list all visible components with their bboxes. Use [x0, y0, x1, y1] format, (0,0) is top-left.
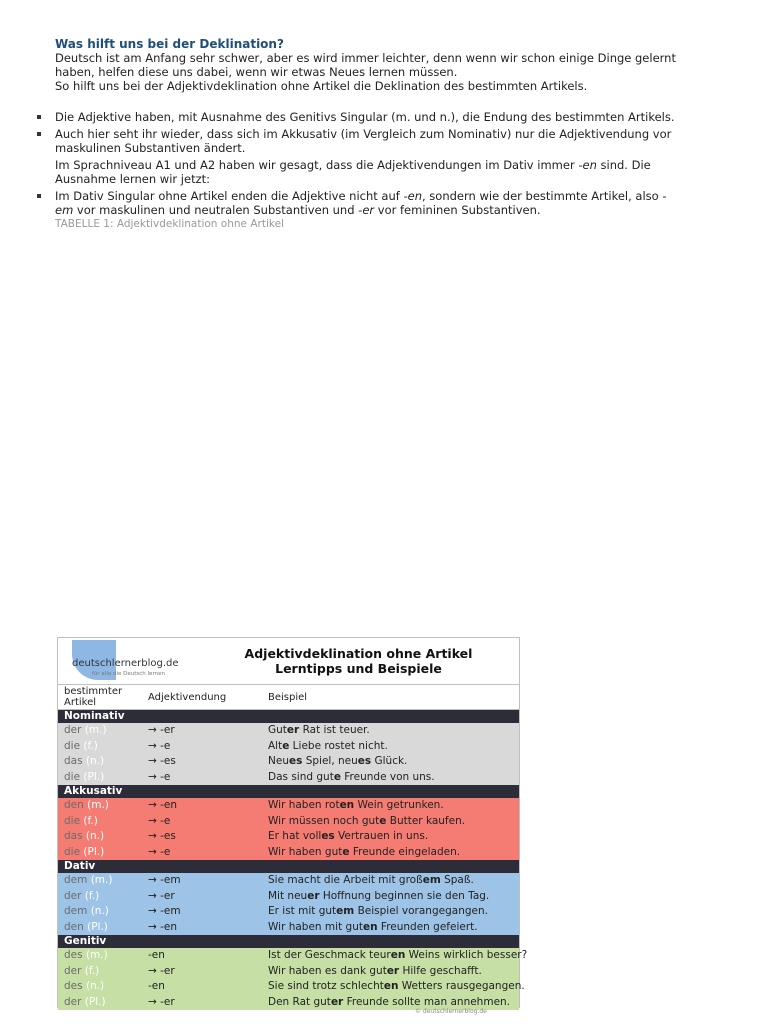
ending-cell: → -er [148, 724, 175, 736]
article-text: der [64, 995, 82, 1008]
article-cell [58, 723, 142, 739]
article-text: die [64, 845, 81, 858]
bullet-list [55, 110, 695, 231]
ending-cell: → -en [148, 920, 178, 933]
bullet-item: Die Adjektive haben, mit Ausnahme des Genitivs Singular (m. und n.), die Endung des bestimmten Artikels. [55, 110, 695, 124]
example-cell: Wir müssen noch gute Butter kaufen. [268, 814, 466, 827]
article-text: des [64, 949, 83, 961]
intro-line: Deutsch ist am Anfang sehr schwer, aber es wird immer leichter, denn wenn wir schon einige Dinge gelernt [55, 51, 676, 65]
gender-tag: (f.) [83, 739, 98, 752]
table-row [58, 814, 519, 830]
example-cell: Er hat volles Vertrauen in uns. [268, 830, 429, 842]
article-cell [58, 739, 142, 755]
article-cell [58, 948, 142, 964]
article-cell [58, 920, 142, 936]
intro-paragraph [55, 51, 695, 93]
table-row [58, 845, 519, 861]
example-cell: Guter Rat ist teuer. [268, 724, 370, 736]
gender-tag: (f.) [84, 964, 100, 977]
logo-text: deutschlernerblog.de [72, 658, 179, 669]
ending-cell: → -er [148, 964, 175, 977]
table-row [58, 873, 519, 889]
article-text: der [64, 724, 82, 736]
ending-cell: → -e [148, 814, 171, 827]
ending-cell: → -em [148, 874, 181, 886]
article-text: des [64, 980, 83, 992]
bullet-item: Im Dativ Singular ohne Artikel enden die Adjektive nicht auf -en, sondern wie der bestimmte Artikel, also - em vor maskulinen und neutralen Substantiven und -er vor femininen Substantiven. TABELLE 1: Adjektivdeklination ohne Artikel [55, 189, 695, 231]
example-cell: Wir haben gute Freunde eingeladen. [268, 845, 461, 858]
gender-tag: (Pl.) [83, 845, 105, 858]
article-cell [58, 754, 142, 770]
gender-tag: (Pl.) [87, 920, 108, 933]
ending-cell: → -er [148, 889, 175, 902]
example-cell: Den Rat guter Freunde sollte man annehmen. [268, 995, 511, 1008]
example-cell: Sie macht die Arbeit mit großem Spaß. [268, 874, 474, 886]
section-heading: Was hilft uns bei der Deklination? [55, 37, 284, 51]
article-cell [58, 798, 142, 814]
article-cell [58, 889, 142, 905]
table-row [58, 770, 519, 786]
article-cell [58, 873, 142, 889]
article-text: das [64, 830, 83, 842]
gender-tag: (Pl.) [83, 770, 105, 783]
article-text: die [64, 739, 81, 752]
article-cell [58, 995, 142, 1011]
example-cell: Ist der Geschmack teuren Weins wirklich besser? [268, 949, 528, 961]
intro-line: haben, helfen diese uns dabei, wenn wir etwas Neues lernen müssen. [55, 65, 458, 79]
col-header-ending: Adjektivendung [148, 692, 227, 703]
case-header: Nominativ [58, 710, 519, 723]
declension-table-figure [57, 637, 528, 1008]
case-header: Dativ [58, 860, 519, 873]
article-text: den [64, 799, 84, 811]
case-header: Akkusativ [58, 785, 519, 798]
article-cell [58, 979, 142, 995]
article-text: dem [64, 874, 88, 886]
example-cell: Wir haben es dank guter Hilfe geschafft. [268, 964, 482, 977]
ending-cell: → -es [148, 830, 176, 842]
gender-tag: (f.) [83, 814, 98, 827]
example-cell: Neues Spiel, neues Glück. [268, 755, 408, 767]
article-text: dem [64, 905, 88, 917]
case-header: Genitiv [58, 935, 519, 948]
gender-tag: (m.) [90, 874, 113, 886]
table-row [58, 979, 525, 995]
column-headers [58, 685, 519, 710]
gender-tag: (m.) [84, 724, 107, 736]
ending-cell: → -e [148, 739, 171, 752]
gender-tag: (n.) [85, 980, 105, 992]
example-cell: Mit neuer Hoffnung beginnen sie den Tag. [268, 889, 490, 902]
example-cell: Alte Liebe rostet nicht. [268, 739, 388, 752]
article-cell [58, 814, 142, 830]
bullet-item: Auch hier seht ihr wieder, dass sich im Akkusativ (im Vergleich zum Nominativ) nur die Adjektivendung vor maskulinen Substantiven ändert. Im Sprachniveau A1 und A2 haben wir gesagt, dass die Adjektivendungen im Dativ immer -en sind. Die Ausnahme lernen wir jetzt: [55, 127, 695, 186]
gender-tag: (Pl.) [84, 995, 106, 1008]
logo-subtitle: für alle die Deutsch lernen [92, 671, 165, 677]
article-cell [58, 964, 142, 980]
note-paragraph: Im Sprachniveau A1 und A2 haben wir gesagt, dass die Adjektivendungen im Dativ immer -en sind. Die Ausnahme lernen wir jetzt: [55, 158, 651, 186]
table-row [58, 964, 519, 980]
table-row [58, 889, 519, 905]
table-row [58, 829, 519, 845]
ending-cell: → -em [148, 905, 181, 917]
example-cell: Wir haben mit guten Freunden gefeiert. [268, 920, 478, 933]
table-row [58, 920, 519, 936]
article-cell [58, 845, 142, 861]
site-logo [58, 638, 198, 684]
article-cell [58, 904, 142, 920]
article-text: die [64, 814, 81, 827]
gender-tag: (n.) [85, 830, 105, 842]
article-text: das [64, 755, 83, 767]
article-text: der [64, 964, 82, 977]
col-header-article: bestimmter Artikel [64, 686, 123, 708]
table-caption: TABELLE 1: Adjektivdeklination ohne Artikel [55, 218, 284, 230]
ending-cell: -en [148, 949, 165, 961]
article-cell [58, 770, 142, 786]
ending-cell: → -e [148, 770, 171, 783]
figure-header [58, 638, 519, 685]
document-body [55, 37, 695, 234]
ending-cell: → -e [148, 845, 171, 858]
table-row [58, 754, 519, 770]
example-cell: Das sind gute Freunde von uns. [268, 770, 435, 783]
gender-tag: (n.) [90, 905, 109, 917]
table-row [58, 739, 519, 755]
table-row [58, 948, 528, 964]
article-text: der [64, 889, 82, 902]
table-row [58, 798, 519, 814]
table-row [58, 904, 519, 920]
gender-tag: (m.) [85, 949, 108, 961]
example-cell: Sie sind trotz schlechten Wetters rausgegangen. [268, 980, 525, 992]
gender-tag: (f.) [84, 889, 100, 902]
article-cell [58, 829, 142, 845]
gender-tag: (n.) [85, 755, 105, 767]
example-cell: Wir haben roten Wein getrunken. [268, 799, 444, 811]
example-cell: Er ist mit gutem Beispiel vorangegangen. [268, 905, 488, 917]
article-text: den [64, 920, 84, 933]
gender-tag: (m.) [87, 799, 109, 811]
intro-line: So hilft uns bei der Adjektivdeklination ohne Artikel die Deklination des bestimmten Artikels. [55, 79, 588, 93]
table-body [58, 710, 528, 1010]
bullet-icon [37, 194, 41, 198]
table-row [58, 723, 519, 739]
article-text: die [64, 770, 81, 783]
col-header-example: Beispiel [268, 692, 308, 703]
bullet-icon [37, 132, 41, 136]
figure-title: Adjektivdeklination ohne Artikel Lerntipps und Beispiele [244, 646, 473, 676]
ending-cell: -en [148, 980, 165, 992]
ending-cell: → -en [148, 799, 178, 811]
ending-cell: → -es [148, 755, 176, 767]
bullet-icon [37, 115, 41, 119]
ending-cell: → -er [148, 995, 175, 1008]
copyright-note: © deutschlernerblog.de [415, 1008, 487, 1015]
